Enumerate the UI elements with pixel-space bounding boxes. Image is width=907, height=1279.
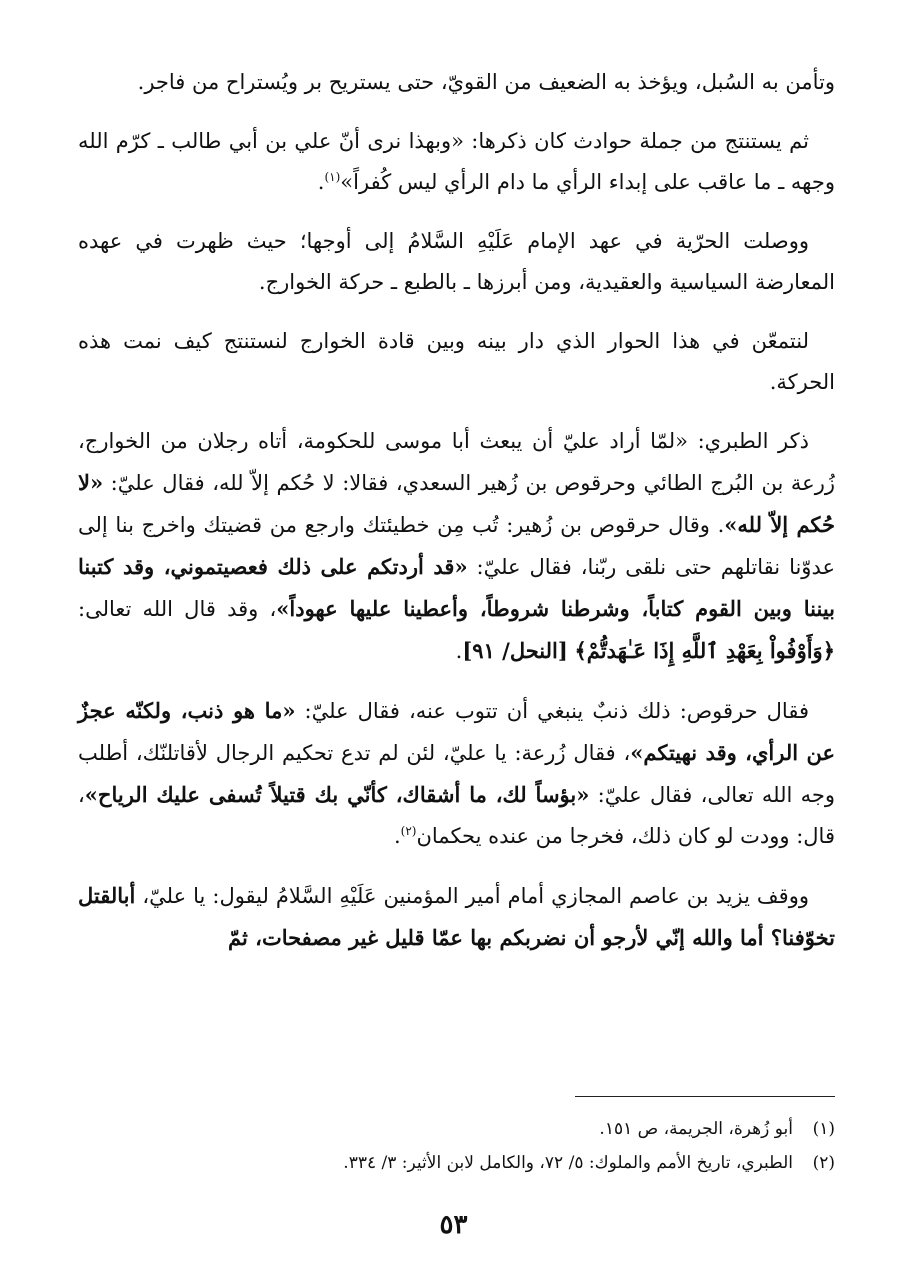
quote-la-hukm: «لا حُكم إلاّ لله» xyxy=(78,470,835,537)
paragraph-4 xyxy=(78,321,835,403)
paragraph-2 xyxy=(78,121,835,203)
paragraph-1-text: وتأمن به السُبل، ويؤخذ به الضعيف من القويّ، حتى يستريح بر ويُستراح من فاجر. xyxy=(137,70,835,94)
paragraph-7-text-1: ووقف يزيد بن عاصم المجازي أمام أمير المؤمنين عَلَيْهِ السَّلامُ ليقول: يا عليّ، xyxy=(135,884,809,908)
footnote-text: الطبري، تاريخ الأمم والملوك: ٥/ ٧٢، والكامل لابن الأثير: ٣/ ٣٣٤. xyxy=(343,1153,793,1173)
quran-verse: ﴿وَأَوْفُواْ بِعَهْدِ ٱللَّهِ إِذَا عَـٰهَدتُّمْ﴾ xyxy=(574,638,835,663)
quote-not-sin: «ما هو ذنب، ولكنّه عجزٌ عن الرأي، وقد نهيتكم» xyxy=(78,698,835,765)
paragraph-6-text-1: فقال حرقوص: ذلك ذنبٌ ينبغي أن تتوب عنه، فقال عليّ: xyxy=(295,699,809,723)
footnote-divider xyxy=(575,1096,835,1097)
footnote-text: أبو زُهرة، الجريمة، ص ١٥١. xyxy=(599,1119,793,1139)
paragraph-6 xyxy=(78,690,835,857)
quote-yazid: أبالقتل تخوّفنا؟ أما والله إنّي لأرجو أن نضربكم بها عمّا قليل غير مصفحات، ثمّ xyxy=(78,883,835,950)
paragraph-6-text-3: ، قال: وودت لو كان ذلك، فخرجا من عنده يحكمان xyxy=(78,783,835,848)
verse-citation: [النحل/ ٩١] xyxy=(462,638,568,663)
footnote-2 xyxy=(78,1146,835,1180)
paragraph-5-end: . xyxy=(455,639,463,663)
paragraph-5-text-1: ذكر الطبري: «لمّا أراد عليّ أن يبعث أبا موسى للحكومة، أتاه رجلان من الخوارج، زُرعة بن البُرج الطائي وحرقوص بن زُهير السعدي، فقالا: لا حُكم إلاّ لله، فقال عليّ: xyxy=(78,429,835,495)
paragraph-3-text: ووصلت الحرّية في عهد الإمام عَلَيْهِ السَّلامُ إلى أوجها؛ حيث ظهرت في عهده المعارضة السياسية والعقيدية، ومن أبرزها ـ بالطبع ـ حركة الخوارج. xyxy=(78,229,835,294)
paragraph-2-text: ثم يستنتج من جملة حوادث كان ذكرها: «وبهذا نرى أنّ علي بن أبي طالب ـ كرّم الله وجهه ـ ما عاقب على إبداء الرأي ما دام الرأي ليس كُفراً» xyxy=(78,129,835,194)
paragraph-6-text-2: ، فقال زُرعة: يا عليّ، لئن لم تدع تحكيم الرجال لأقاتلنّك، أطلب وجه الله تعالى، فقال عليّ: xyxy=(78,741,835,807)
quote-ali-reply: «قد أردتكم على ذلك فعصيتموني، وقد كتبنا بيننا وبين القوم كتاباً، وشرطنا شروطاً، وأعطينا عليها عهوداً» xyxy=(78,554,836,621)
paragraph-3 xyxy=(78,221,835,303)
footnote-number: (٢) xyxy=(812,1153,835,1173)
footnote-ref-2[interactable]: (٢) xyxy=(400,824,417,838)
footnotes xyxy=(78,1112,835,1180)
paragraph-5-text-2: . وقال حرقوص بن زُهير: تُب مِن خطيئتك وارجع من قضيتك واخرج بنا إلى عدوّنا نقاتلهم حتى نلقى ربّنا، فقال عليّ: xyxy=(78,513,836,579)
footnote-1 xyxy=(78,1112,835,1146)
paragraph-6-end: . xyxy=(393,824,401,848)
footnote-number: (١) xyxy=(812,1119,835,1139)
paragraph-7 xyxy=(78,875,835,959)
footnote-ref-1[interactable]: (١) xyxy=(324,170,341,184)
paragraph-4-text: لنتمعّن في هذا الحوار الذي دار بينه وبين قادة الخوارج لنستنتج كيف نمت هذه الحركة. xyxy=(78,329,835,394)
paragraph-5-text-3: ، وقد قال الله تعالى: xyxy=(78,597,277,621)
quote-bu-san: «بؤساً لك، ما أشقاك، كأنّي بك قتيلاً تُسفى عليك الرياح» xyxy=(84,782,590,807)
paragraph-1 xyxy=(78,62,835,103)
page-number: ٥٣ xyxy=(439,1210,468,1240)
paragraph-2-end: . xyxy=(317,170,325,194)
paragraph-5 xyxy=(78,421,835,672)
